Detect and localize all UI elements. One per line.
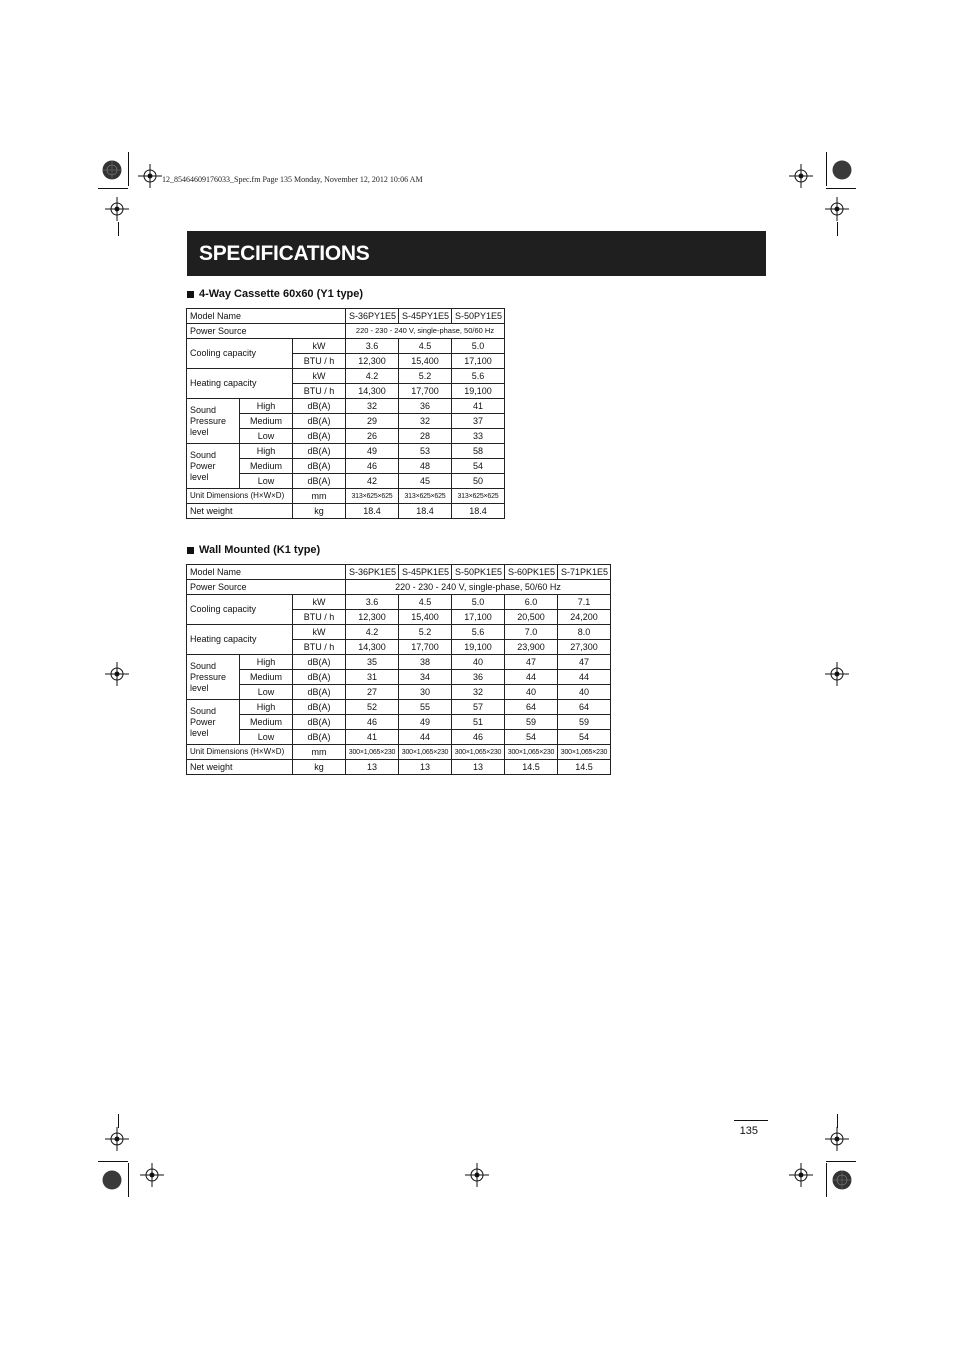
power-source-label: Power Source — [187, 324, 346, 339]
value-cell: 300×1,065×230 — [505, 745, 558, 760]
table-row — [187, 655, 611, 670]
unit-cell: dB(A) — [293, 474, 346, 489]
page-number-rule — [734, 1120, 768, 1121]
table-row — [187, 595, 611, 610]
value-cell: 13 — [452, 760, 505, 775]
value-cell: 59 — [505, 715, 558, 730]
value-cell: 32 — [452, 685, 505, 700]
dimensions-label: Unit Dimensions (H×W×D) — [187, 745, 293, 760]
unit-cell: BTU / h — [293, 384, 346, 399]
registration-mark-icon — [465, 1163, 489, 1187]
model-cell: S-50PY1E5 — [452, 309, 505, 324]
value-cell: 37 — [452, 414, 505, 429]
section-heading-text: Wall Mounted (K1 type) — [199, 544, 321, 556]
value-cell: 12,300 — [346, 610, 399, 625]
value-cell: 300×1,065×230 — [452, 745, 505, 760]
table-row — [187, 580, 611, 595]
value-cell: 313×625×625 — [346, 489, 399, 504]
value-cell: 5.0 — [452, 339, 505, 354]
value-cell: 54 — [505, 730, 558, 745]
unit-cell: kW — [293, 595, 346, 610]
value-cell: 14.5 — [505, 760, 558, 775]
square-bullet-icon — [187, 291, 194, 298]
table-row — [187, 760, 611, 775]
value-cell: 8.0 — [558, 625, 611, 640]
value-cell: 32 — [346, 399, 399, 414]
page-title: SPECIFICATIONS — [199, 241, 370, 265]
unit-cell: dB(A) — [293, 730, 346, 745]
value-cell: 50 — [452, 474, 505, 489]
unit-cell: BTU / h — [293, 354, 346, 369]
color-target-icon — [832, 1170, 852, 1190]
value-cell: 14,300 — [346, 640, 399, 655]
value-cell: 29 — [346, 414, 399, 429]
value-cell: 57 — [452, 700, 505, 715]
registration-mark-icon — [825, 197, 849, 221]
table-row — [187, 685, 611, 700]
value-cell: 300×1,065×230 — [399, 745, 452, 760]
crop-line — [98, 1161, 128, 1162]
registration-mark-icon — [105, 662, 129, 686]
square-bullet-icon — [187, 547, 194, 554]
level-cell: Low — [240, 429, 293, 444]
value-cell: 17,100 — [452, 610, 505, 625]
unit-cell: dB(A) — [293, 655, 346, 670]
value-cell: 38 — [399, 655, 452, 670]
value-cell: 26 — [346, 429, 399, 444]
model-cell: S-45PY1E5 — [399, 309, 452, 324]
level-cell: Medium — [240, 670, 293, 685]
value-cell: 36 — [452, 670, 505, 685]
crop-line — [118, 222, 119, 236]
value-cell: 30 — [399, 685, 452, 700]
value-cell: 40 — [452, 655, 505, 670]
level-cell: High — [240, 444, 293, 459]
registration-mark-icon — [825, 662, 849, 686]
value-cell: 49 — [399, 715, 452, 730]
value-cell: 3.6 — [346, 339, 399, 354]
level-cell: Medium — [240, 414, 293, 429]
table-row — [187, 730, 611, 745]
value-cell: 52 — [346, 700, 399, 715]
value-cell: 5.2 — [399, 625, 452, 640]
level-cell: High — [240, 700, 293, 715]
value-cell: 35 — [346, 655, 399, 670]
value-cell: 45 — [399, 474, 452, 489]
value-cell: 3.6 — [346, 595, 399, 610]
model-cell: S-36PK1E5 — [346, 565, 399, 580]
value-cell: 15,400 — [399, 354, 452, 369]
crop-line — [826, 188, 856, 189]
registration-mark-icon — [105, 1127, 129, 1151]
value-cell: 47 — [505, 655, 558, 670]
value-cell: 4.5 — [399, 595, 452, 610]
table-row — [187, 670, 611, 685]
power-source-value: 220 - 230 - 240 V, single-phase, 50/60 Hz — [346, 580, 611, 595]
model-cell: S-50PK1E5 — [452, 565, 505, 580]
unit-cell: BTU / h — [293, 640, 346, 655]
value-cell: 7.1 — [558, 595, 611, 610]
power-source-value: 220 - 230 - 240 V, single-phase, 50/60 Hz — [346, 324, 505, 339]
value-cell: 42 — [346, 474, 399, 489]
crop-line — [826, 1161, 856, 1162]
crop-line — [128, 1163, 129, 1197]
level-cell: Low — [240, 474, 293, 489]
value-cell: 44 — [505, 670, 558, 685]
unit-cell: dB(A) — [293, 444, 346, 459]
registration-mark-icon — [825, 1127, 849, 1151]
unit-cell: dB(A) — [293, 670, 346, 685]
cooling-capacity-label: Cooling capacity — [187, 339, 293, 369]
level-cell: Low — [240, 730, 293, 745]
color-target-icon — [102, 160, 122, 180]
table-row — [187, 625, 611, 640]
value-cell: 4.2 — [346, 369, 399, 384]
table-row — [187, 565, 611, 580]
value-cell: 313×625×625 — [452, 489, 505, 504]
section-heading-cassette — [187, 288, 363, 300]
value-cell: 17,700 — [399, 640, 452, 655]
value-cell: 40 — [558, 685, 611, 700]
unit-cell: kW — [293, 339, 346, 354]
model-cell: S-71PK1E5 — [558, 565, 611, 580]
model-cell: S-60PK1E5 — [505, 565, 558, 580]
value-cell: 27 — [346, 685, 399, 700]
value-cell: 5.0 — [452, 595, 505, 610]
level-cell: High — [240, 399, 293, 414]
crop-line — [837, 1114, 838, 1128]
value-cell: 5.6 — [452, 625, 505, 640]
unit-cell: dB(A) — [293, 685, 346, 700]
value-cell: 51 — [452, 715, 505, 730]
value-cell: 58 — [452, 444, 505, 459]
value-cell: 7.0 — [505, 625, 558, 640]
value-cell: 18.4 — [346, 504, 399, 519]
table-row — [187, 444, 505, 459]
model-cell: S-36PY1E5 — [346, 309, 399, 324]
registration-mark-icon — [140, 1163, 164, 1187]
unit-cell: BTU / h — [293, 610, 346, 625]
level-cell: Medium — [240, 715, 293, 730]
power-source-label: Power Source — [187, 580, 346, 595]
unit-cell: mm — [293, 745, 346, 760]
table-row — [187, 339, 505, 354]
level-cell: Low — [240, 685, 293, 700]
value-cell: 33 — [452, 429, 505, 444]
registration-mark-icon — [789, 164, 813, 188]
spec-table-cassette — [186, 308, 505, 519]
table-row — [187, 489, 505, 504]
table-row — [187, 369, 505, 384]
unit-cell: dB(A) — [293, 399, 346, 414]
value-cell: 46 — [452, 730, 505, 745]
value-cell: 18.4 — [399, 504, 452, 519]
value-cell: 36 — [399, 399, 452, 414]
value-cell: 64 — [558, 700, 611, 715]
dimensions-label: Unit Dimensions (H×W×D) — [187, 489, 293, 504]
value-cell: 300×1,065×230 — [558, 745, 611, 760]
value-cell: 31 — [346, 670, 399, 685]
value-cell: 6.0 — [505, 595, 558, 610]
model-name-label: Model Name — [187, 309, 346, 324]
value-cell: 40 — [505, 685, 558, 700]
table-row — [187, 309, 505, 324]
value-cell: 55 — [399, 700, 452, 715]
registration-mark-icon — [789, 1163, 813, 1187]
value-cell: 4.2 — [346, 625, 399, 640]
value-cell: 44 — [399, 730, 452, 745]
value-cell: 5.6 — [452, 369, 505, 384]
value-cell: 5.2 — [399, 369, 452, 384]
crop-line — [98, 188, 128, 189]
value-cell: 41 — [346, 730, 399, 745]
value-cell: 13 — [399, 760, 452, 775]
sound-power-label: Sound Power level — [187, 444, 240, 489]
value-cell: 17,100 — [452, 354, 505, 369]
value-cell: 28 — [399, 429, 452, 444]
model-name-label: Model Name — [187, 565, 346, 580]
value-cell: 18.4 — [452, 504, 505, 519]
registration-mark-icon — [138, 164, 162, 188]
value-cell: 24,200 — [558, 610, 611, 625]
table-row — [187, 700, 611, 715]
file-header-line: 12_85464609176033_Spec.fm Page 135 Monday, November 12, 2012 10:06 AM — [162, 175, 423, 184]
section-heading-text: 4-Way Cassette 60x60 (Y1 type) — [199, 288, 364, 300]
table-row — [187, 399, 505, 414]
table-row — [187, 715, 611, 730]
sound-pressure-label: Sound Pressure level — [187, 399, 240, 444]
value-cell: 47 — [558, 655, 611, 670]
unit-cell: dB(A) — [293, 429, 346, 444]
section-heading-wall-mounted — [187, 544, 320, 556]
level-cell: High — [240, 655, 293, 670]
value-cell: 313×625×625 — [399, 489, 452, 504]
cooling-capacity-label: Cooling capacity — [187, 595, 293, 625]
unit-cell: dB(A) — [293, 700, 346, 715]
unit-cell: kW — [293, 625, 346, 640]
value-cell: 4.5 — [399, 339, 452, 354]
crop-line — [118, 1114, 119, 1128]
value-cell: 17,700 — [399, 384, 452, 399]
unit-cell: kg — [293, 504, 346, 519]
value-cell: 54 — [558, 730, 611, 745]
unit-cell: kW — [293, 369, 346, 384]
value-cell: 12,300 — [346, 354, 399, 369]
unit-cell: dB(A) — [293, 715, 346, 730]
sound-power-label: Sound Power level — [187, 700, 240, 745]
value-cell: 46 — [346, 715, 399, 730]
crop-line — [826, 152, 827, 186]
level-cell: Medium — [240, 459, 293, 474]
crop-line — [826, 1163, 827, 1197]
value-cell: 48 — [399, 459, 452, 474]
value-cell: 64 — [505, 700, 558, 715]
value-cell: 23,900 — [505, 640, 558, 655]
heating-capacity-label: Heating capacity — [187, 369, 293, 399]
value-cell: 41 — [452, 399, 505, 414]
value-cell: 14.5 — [558, 760, 611, 775]
crop-line — [837, 222, 838, 236]
value-cell: 13 — [346, 760, 399, 775]
model-cell: S-45PK1E5 — [399, 565, 452, 580]
table-row — [187, 745, 611, 760]
spec-table-wall-mounted — [186, 564, 611, 775]
value-cell: 300×1,065×230 — [346, 745, 399, 760]
registration-mark-icon — [105, 197, 129, 221]
value-cell: 49 — [346, 444, 399, 459]
table-row — [187, 504, 505, 519]
value-cell: 19,100 — [452, 640, 505, 655]
title-banner — [187, 231, 766, 276]
unit-cell: mm — [293, 489, 346, 504]
value-cell: 46 — [346, 459, 399, 474]
heating-capacity-label: Heating capacity — [187, 625, 293, 655]
color-target-icon — [832, 160, 852, 180]
value-cell: 59 — [558, 715, 611, 730]
crop-line — [128, 152, 129, 186]
value-cell: 15,400 — [399, 610, 452, 625]
color-target-icon — [102, 1170, 122, 1190]
unit-cell: kg — [293, 760, 346, 775]
value-cell: 20,500 — [505, 610, 558, 625]
value-cell: 53 — [399, 444, 452, 459]
value-cell: 54 — [452, 459, 505, 474]
unit-cell: dB(A) — [293, 414, 346, 429]
page-number: 135 — [739, 1125, 758, 1137]
value-cell: 32 — [399, 414, 452, 429]
value-cell: 34 — [399, 670, 452, 685]
value-cell: 14,300 — [346, 384, 399, 399]
net-weight-label: Net weight — [187, 760, 293, 775]
value-cell: 19,100 — [452, 384, 505, 399]
value-cell: 44 — [558, 670, 611, 685]
table-row — [187, 324, 505, 339]
unit-cell: dB(A) — [293, 459, 346, 474]
value-cell: 27,300 — [558, 640, 611, 655]
sound-pressure-label: Sound Pressure level — [187, 655, 240, 700]
net-weight-label: Net weight — [187, 504, 293, 519]
